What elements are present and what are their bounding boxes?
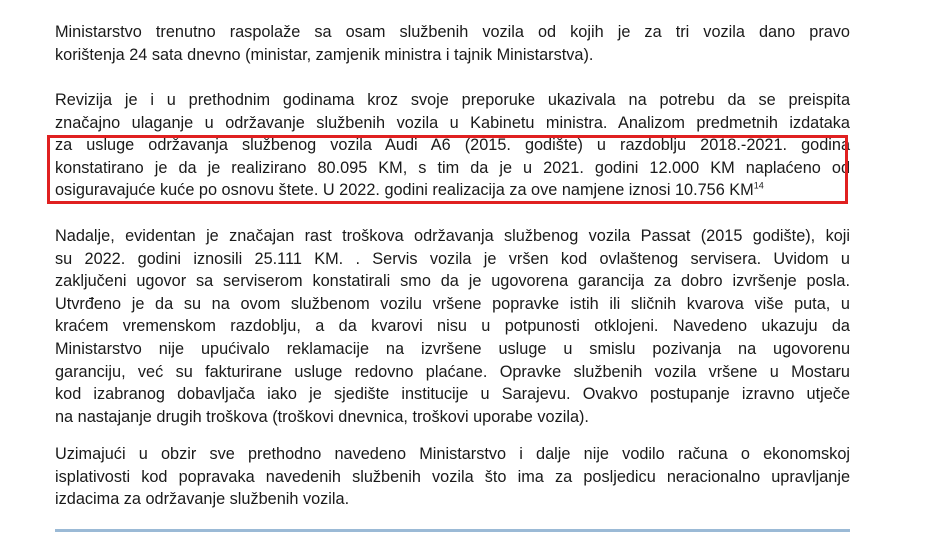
text-line-with-footnote: [55, 179, 850, 202]
paragraph-audit-recommendation: [55, 89, 850, 202]
text-line: su 2022. godini iznosili 25.111 KM. . Servis vozila je vršen kod ovlaštenog servisera. Uvidom u: [55, 249, 850, 268]
text-line: Ministarstvo nije upućivalo reklamacije na izvršene usluge u smislu pozivanja na ugovorenu: [55, 339, 850, 358]
text-line: isplativosti kod popravaka navedenih službenih vozila što ima za posljedicu neracionalno upravljanje: [55, 467, 850, 486]
text-line: za usluge održavanja službenog vozila Audi A6 (2015. godište) u razdoblju 2018.-2021. godina: [55, 136, 850, 155]
bottom-divider: [55, 529, 850, 532]
text-line: Ministarstvo trenutno raspolaže sa osam službenih vozila od kojih je za tri vozila dano pravo: [55, 23, 850, 41]
text-line: Utvrđeno je da su na ovom službenom vozilu vršene popravke istih ili sličnih kvarova više puta, u: [55, 294, 850, 313]
text-line: garanciju, već su fakturirane usluge redovno plaćane. Opravke službenih vozila vršene u Mostaru: [55, 362, 850, 381]
text-line: izdacima za održavanje službenih vozila.: [55, 490, 350, 509]
footnote-reference[interactable]: 14: [753, 180, 764, 191]
paragraph-vehicles: [55, 21, 850, 66]
text-line: Nadalje, evidentan je značajan rast troškova održavanja službenog vozila Passat (2015 godište), koji: [55, 227, 850, 245]
text-line: osiguravajuće kuće po osnovu štete. U 2022. godini realizacija za ove namjene iznosi 10.756 KM: [55, 181, 754, 200]
text-line: Revizija je i u prethodnim godinama kroz svoje preporuke ukazivala na potrebu da se preispita: [55, 91, 850, 109]
text-line: korištenja 24 sata dnevno (ministar, zamjenik ministra i tajnik Ministarstva).: [55, 45, 594, 64]
text-line: konstatirano je da je realizirano 80.095 KM, s tim da je u 2021. godini 12.000 KM naplaćeno od: [55, 158, 850, 177]
text-line: na nastajanje drugih troškova (troškovi dnevnica, troškovi uporabe vozila).: [55, 407, 589, 426]
text-line: kraćem vremenskom razdoblju, a da kvarovi nisu u potpunosti otklojeni. Navedeno ukazuju da: [55, 317, 850, 336]
paragraph-passat-maintenance: [55, 225, 850, 428]
text-line: kod izabranog dobavljača iako je sjedište institucije u Sarajevu. Ovakvo postupanje izravno utječe: [55, 385, 850, 404]
text-line: značajno ulaganje u održavanje službenih vozila u Kabinetu ministra. Analizom predmetnih izdataka: [55, 113, 850, 132]
paragraph-conclusion: [55, 443, 850, 511]
text-line: Uzimajući u obzir sve prethodno navedeno Ministarstvo i dalje nije vodilo računa o ekonomskoj: [55, 445, 850, 463]
text-line: zaključeni ugovor sa serviserom konstatirali smo da je ugovorena garancija za dobro izvršenje posla.: [55, 272, 850, 291]
